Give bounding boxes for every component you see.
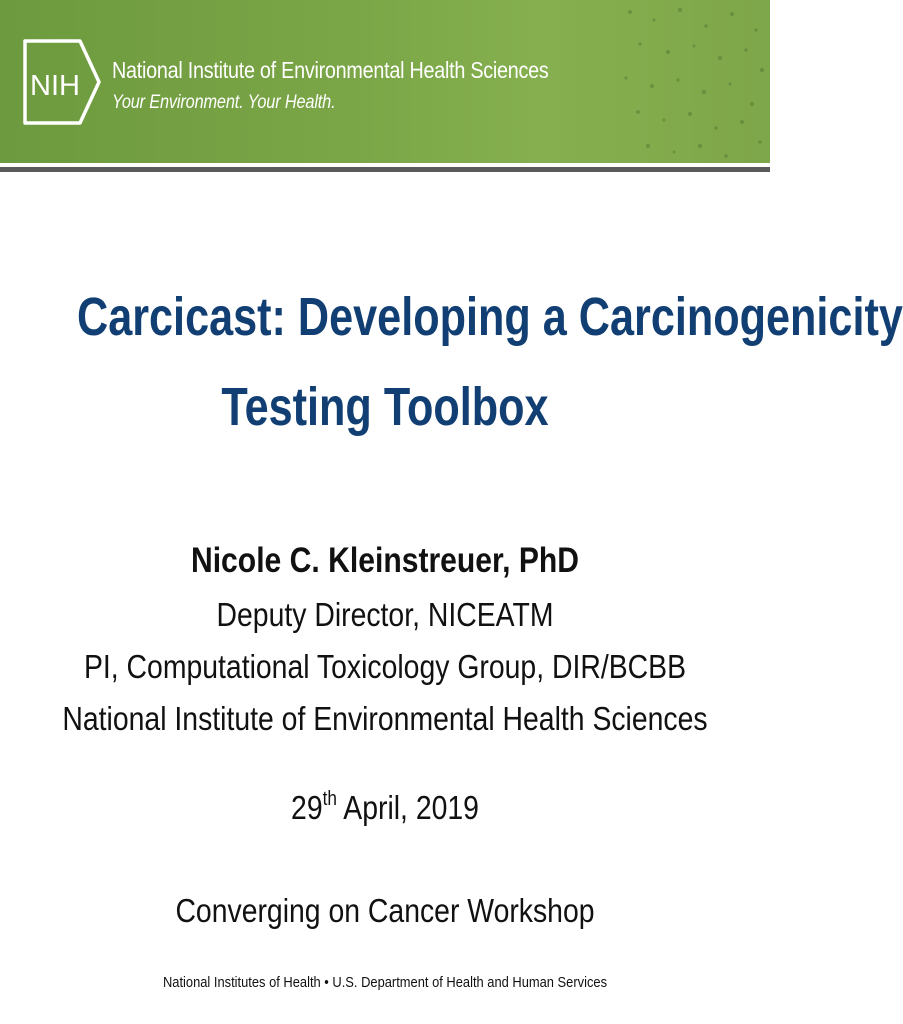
slide-title [0,272,903,452]
organization-name: National Institute of Environmental Health Sciences [112,57,549,83]
author-name: Nicole C. Kleinstreuer, PhD [190,541,580,580]
presentation-date [0,784,770,832]
nih-logo-icon [22,38,102,126]
author-role-2: PI, Computational Toxicology Group, DIR/BCBB [83,648,687,685]
svg-text:NIH: NIH [30,70,80,102]
author-role-1: Deputy Director, NICEATM [216,596,554,633]
date-month-year: April, 2019 [336,789,479,826]
date-day: 29 [291,789,323,826]
slide-title-line-1: Carcicast: Developing a Carcinogenicity [77,287,903,347]
footer [0,972,770,994]
organization-tagline: Your Environment. Your Health. [112,92,336,113]
author-role-3: National Institute of Environmental Health Sciences [62,700,708,737]
header-divider-gray [0,167,770,172]
author-block [0,533,770,745]
slide-title-line-2: Testing Toolbox [221,377,549,437]
header-banner [0,0,770,163]
event-name-text: Converging on Cancer Workshop [175,892,595,929]
footer-text: National Institutes of Health • U.S. Department of Health and Human Services [162,974,608,991]
banner-texture-pattern [610,0,770,163]
event-name [0,887,770,935]
date-suffix: th [322,788,337,810]
